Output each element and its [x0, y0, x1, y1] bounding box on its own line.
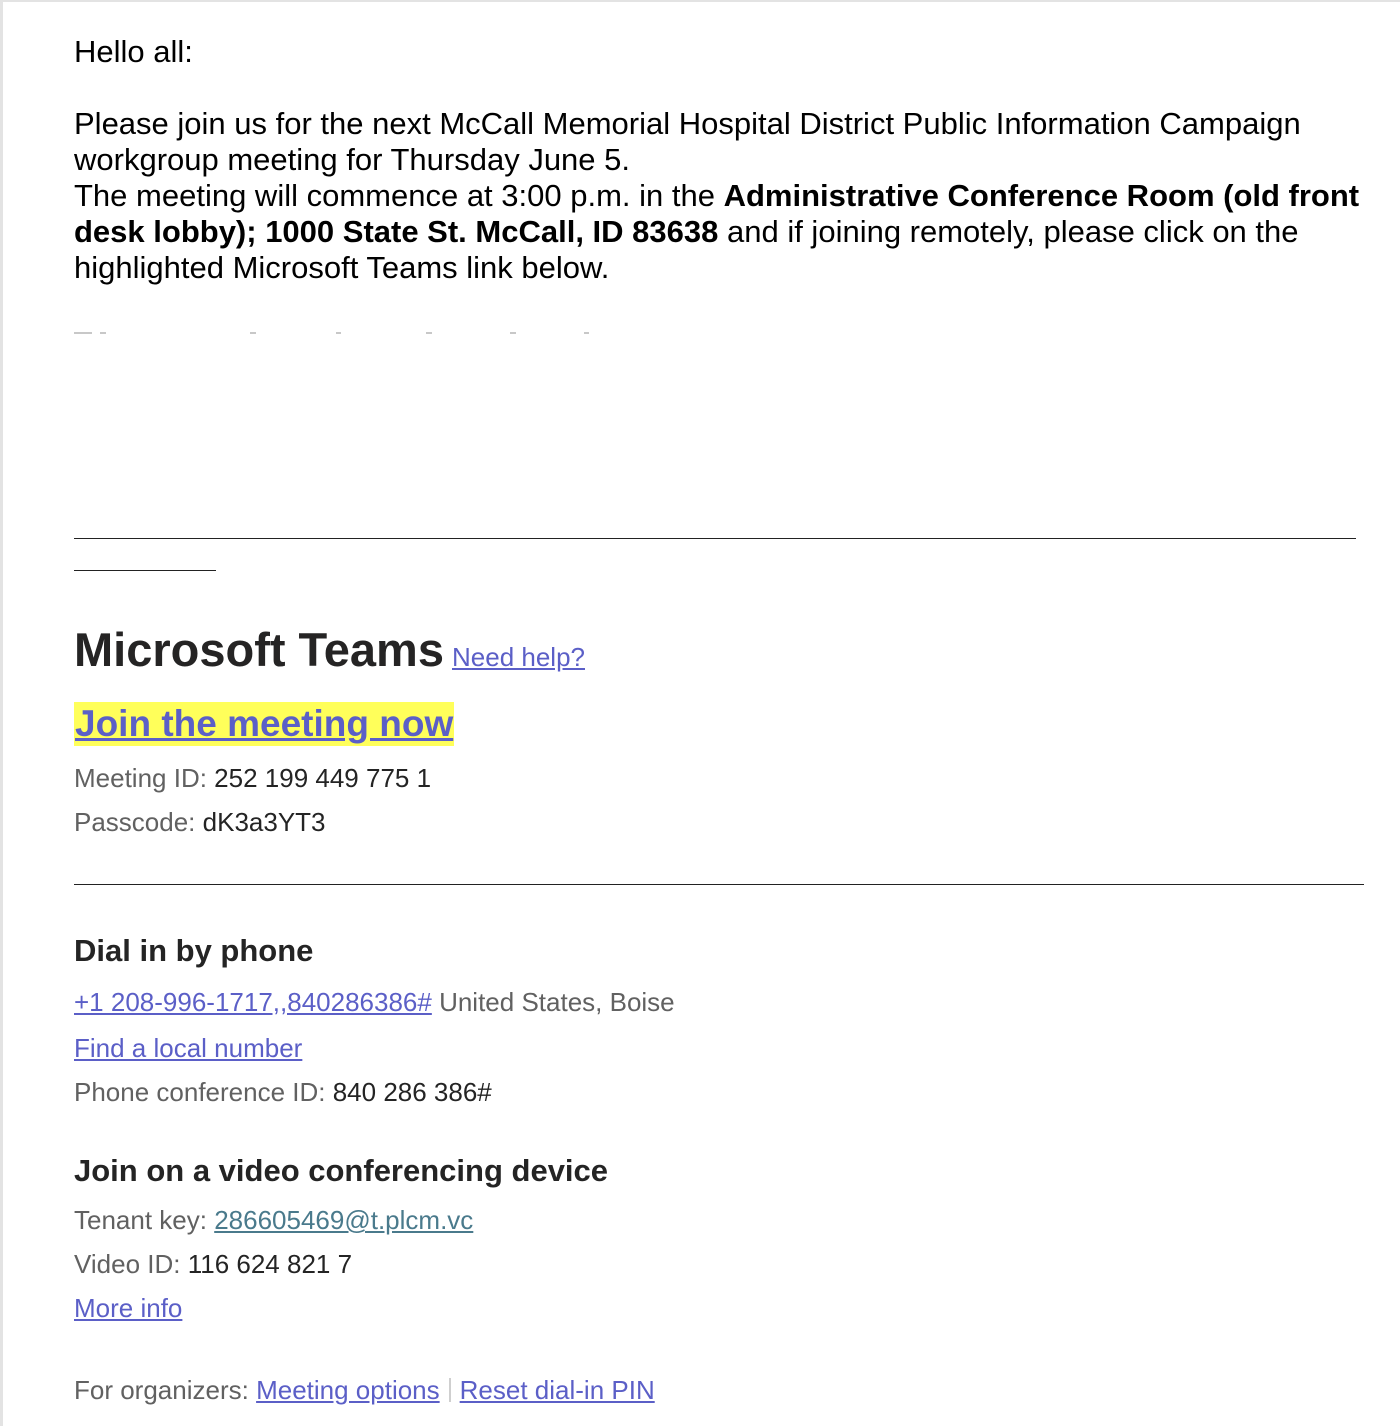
meeting-id-value: 252 199 449 775 1	[214, 763, 432, 793]
organizers-line	[74, 1374, 655, 1406]
greeting-text: Hello all:	[74, 34, 193, 69]
more-info-line	[74, 1292, 182, 1324]
need-help-link[interactable]: Need help?	[452, 642, 585, 672]
tenant-key-label: Tenant key:	[74, 1205, 215, 1235]
email-message-text	[74, 34, 1364, 340]
video-id-line	[74, 1248, 352, 1280]
join-meeting-link[interactable]: Join the meeting now	[75, 703, 454, 744]
video-id-value: 116 624 821 7	[187, 1249, 353, 1279]
phone-number-link[interactable]: +1 208-996-1717,,840286386#	[74, 987, 432, 1017]
link-separator	[449, 1378, 451, 1402]
teams-header	[74, 622, 1374, 678]
meeting-id-label: Meeting ID:	[74, 763, 215, 793]
divider-line-tail	[74, 570, 216, 571]
passcode-line	[74, 806, 326, 838]
video-id-label: Video ID:	[74, 1249, 188, 1279]
reset-pin-link[interactable]: Reset dial-in PIN	[459, 1375, 655, 1405]
passcode-value: dK3a3YT3	[202, 807, 326, 837]
conference-id-label: Phone conference ID:	[74, 1077, 333, 1107]
location-paragraph	[74, 178, 1364, 286]
section-divider	[74, 884, 1364, 885]
location-remote-text: and if joining remotely, please click on the highlighted Microsoft Teams link below.	[74, 214, 1299, 285]
location-address-text: Administrative Conference Room (old front desk lobby); 1000 State St. McCall, ID 83638	[74, 178, 1360, 249]
conference-id-line	[74, 1076, 492, 1108]
passcode-label: Passcode:	[74, 807, 203, 837]
conference-id-value: 840 286 386#	[332, 1077, 492, 1107]
teams-heading: Microsoft Teams	[74, 623, 444, 676]
tenant-key-link[interactable]: 286605469@t.plcm.vc	[214, 1205, 474, 1235]
phone-number-line	[74, 986, 675, 1018]
location-intro-text: The meeting will commence at 3:00 p.m. in the	[74, 178, 724, 213]
video-device-heading: Join on a video conferencing device	[74, 1153, 609, 1188]
divider-line	[74, 538, 1356, 539]
phone-location-text: United States, Boise	[431, 987, 675, 1017]
meeting-id-line	[74, 762, 431, 794]
organizers-label: For organizers:	[74, 1375, 257, 1405]
clipped-text-line	[74, 332, 1364, 340]
tenant-key-line	[74, 1204, 473, 1236]
find-local-number-link[interactable]: Find a local number	[74, 1033, 303, 1063]
dial-in-heading: Dial in by phone	[74, 933, 314, 968]
local-number-line	[74, 1032, 302, 1064]
more-info-link[interactable]: More info	[74, 1293, 183, 1323]
invitation-paragraph: Please join us for the next McCall Memorial Hospital District Public Information Campaign workgroup meeting for Thursday June 5.	[74, 106, 1301, 177]
meeting-options-link[interactable]: Meeting options	[256, 1375, 440, 1405]
